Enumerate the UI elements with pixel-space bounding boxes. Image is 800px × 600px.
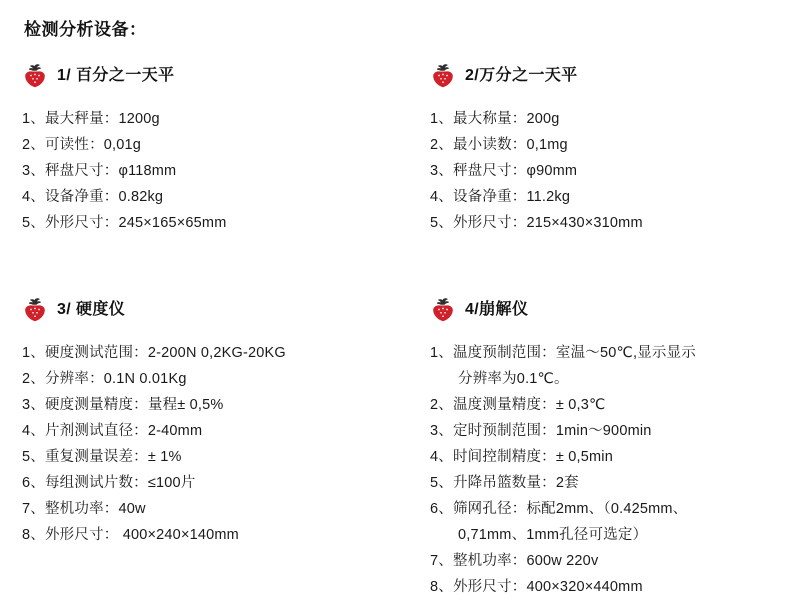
spec-list bbox=[430, 106, 800, 236]
spec-list bbox=[22, 340, 422, 548]
spec-item: 5、升降吊篮数量：2套 bbox=[430, 474, 579, 491]
strawberry-icon bbox=[430, 298, 456, 322]
spec-item: 1、硬度测试范围：2-200N 0,2KG-20KG bbox=[22, 344, 286, 361]
spec-item: 8、外形尺寸：400×320×440mm bbox=[430, 578, 643, 595]
spec-item: 7、整机功率：40w bbox=[22, 500, 146, 517]
block-header bbox=[430, 64, 800, 88]
block-title: 4/崩解仪 bbox=[465, 301, 529, 319]
strawberry-icon bbox=[430, 64, 456, 88]
block-title: 1/ 百分之一天平 bbox=[57, 67, 175, 85]
spec-item: 3、定时预制范围：1min～900min bbox=[430, 422, 652, 439]
spec-item: 6、每组测试片数：≤100片 bbox=[22, 474, 196, 491]
spec-item: 7、整机功率：600w 220v bbox=[430, 552, 599, 569]
spec-item: 3、秤盘尺寸：φ90mm bbox=[430, 162, 578, 179]
spec-item: 4、设备净重：11.2kg bbox=[430, 188, 571, 205]
spec-item: 1、最大称量：200g bbox=[430, 110, 560, 127]
spec-item-continuation bbox=[430, 366, 800, 392]
spec-item: 1、温度预制范围：室温～50℃,显示显示 bbox=[430, 344, 697, 361]
spec-item-continuation-text: 分辨率为0.1℃。 bbox=[458, 370, 569, 387]
block-header bbox=[22, 64, 422, 88]
page-title: 检测分析设备： bbox=[24, 20, 147, 39]
strawberry-icon bbox=[22, 64, 48, 88]
spec-block-hundredth-balance bbox=[22, 64, 422, 236]
spec-item-continuation-text: 0,71mm、1mm孔径可选定） bbox=[458, 526, 648, 543]
spec-item: 3、秤盘尺寸：φ118mm bbox=[22, 162, 177, 179]
spec-item: 5、外形尺寸：215×430×310mm bbox=[430, 214, 643, 231]
spec-item: 4、片剂测试直径：2-40mm bbox=[22, 422, 203, 439]
spec-item: 6、筛网孔径：标配2mm、（0.425mm、 bbox=[430, 500, 688, 517]
spec-item: 2、温度测量精度：± 0,3℃ bbox=[430, 396, 606, 413]
spec-item: 4、时间控制精度：± 0,5min bbox=[430, 448, 613, 465]
spec-block-hardness-tester bbox=[22, 298, 422, 548]
block-title: 2/万分之一天平 bbox=[465, 67, 578, 85]
spec-item: 3、硬度测量精度：量程± 0,5% bbox=[22, 396, 224, 413]
spec-item: 2、分辨率：0.1N 0.01Kg bbox=[22, 370, 187, 387]
spec-item: 5、重复测量误差：± 1% bbox=[22, 448, 182, 465]
spec-list bbox=[22, 106, 422, 236]
spec-item-continuation bbox=[430, 522, 800, 548]
block-header bbox=[22, 298, 422, 322]
spec-item: 5、外形尺寸：245×165×65mm bbox=[22, 214, 227, 231]
spec-item: 4、设备净重：0.82kg bbox=[22, 188, 164, 205]
spec-item: 2、最小读数：0,1mg bbox=[430, 136, 568, 153]
spec-list bbox=[430, 340, 800, 600]
spec-block-disintegration-tester bbox=[430, 298, 800, 600]
spec-item: 1、最大秤量：1200g bbox=[22, 110, 160, 127]
block-title: 3/ 硬度仪 bbox=[57, 301, 126, 319]
spec-item: 2、可读性：0,01g bbox=[22, 136, 142, 153]
spec-item: 8、外形尺寸： 400×240×140mm bbox=[22, 526, 239, 543]
strawberry-icon bbox=[22, 298, 48, 322]
spec-block-ten-thousandth-balance bbox=[430, 64, 800, 236]
block-header bbox=[430, 298, 800, 322]
